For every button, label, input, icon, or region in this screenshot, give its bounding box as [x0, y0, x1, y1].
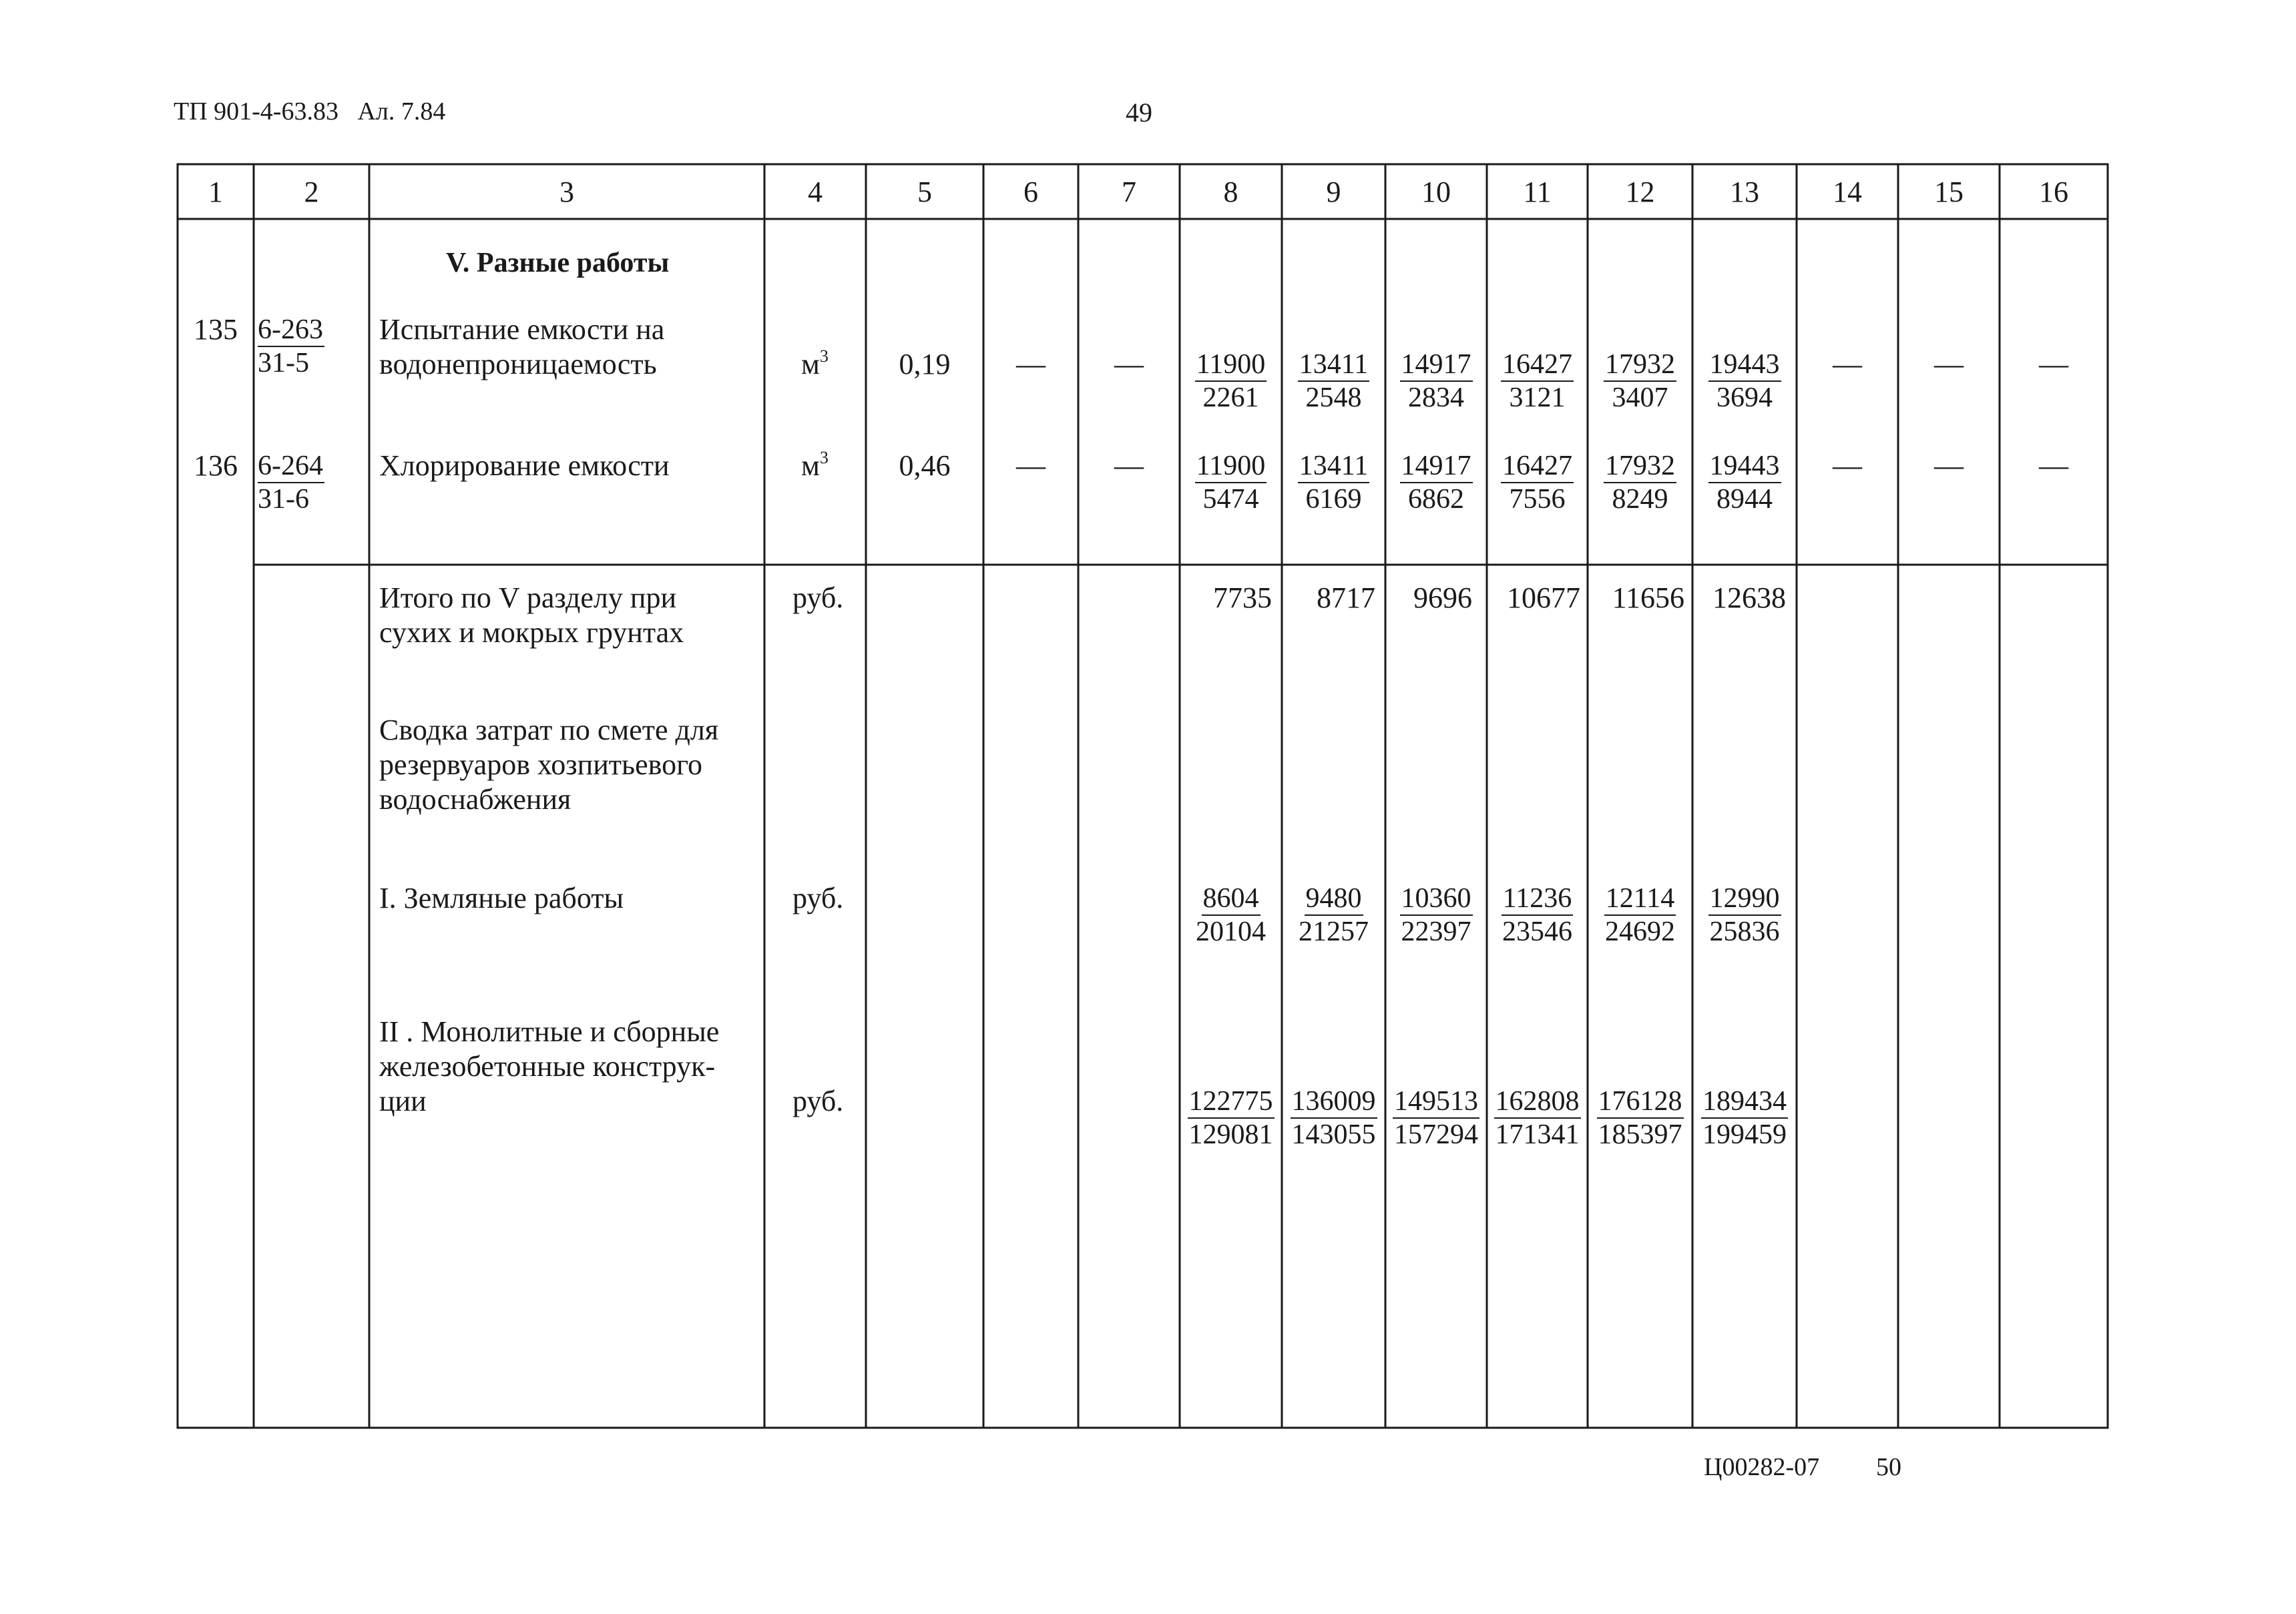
cost-fraction [1282, 348, 1385, 414]
fraction-top: 14917 [1400, 450, 1473, 483]
unit: руб. [792, 581, 844, 614]
fraction-top: 11900 [1195, 450, 1267, 483]
summary-heading: резервуаров хозпитьевого [379, 748, 703, 781]
unit-text: м [801, 449, 820, 482]
cost-fraction [1487, 882, 1588, 948]
cost-fraction [1180, 1085, 1282, 1151]
rate-code [258, 314, 324, 379]
column-number: 2 [304, 176, 319, 208]
fraction-top: 149513 [1393, 1085, 1479, 1119]
work-name: водонепроницаемость [379, 348, 657, 380]
fraction-top: 9480 [1305, 882, 1363, 916]
fraction-bottom: 157294 [1394, 1119, 1478, 1150]
dash: — [1016, 449, 1046, 482]
row-number: 135 [194, 313, 238, 346]
fraction-bottom: 7556 [1509, 484, 1566, 515]
fraction-bottom: 6862 [1408, 484, 1464, 515]
cost-fraction [1385, 1085, 1487, 1151]
cost-fraction [1588, 348, 1692, 414]
work-name: Испытание емкости на [379, 313, 665, 346]
work-name: Хлорирование емкости [379, 449, 670, 482]
cost-fraction [1692, 882, 1797, 948]
fraction-top: 13411 [1298, 348, 1369, 382]
unit-superscript: 3 [819, 448, 829, 467]
fraction-bottom: 5474 [1202, 484, 1259, 515]
cost-fraction [1180, 882, 1282, 948]
fraction-top: 162808 [1494, 1085, 1581, 1119]
total-value: 7735 [1213, 581, 1272, 614]
fraction-top: 19443 [1708, 348, 1781, 382]
cost-fraction [1180, 450, 1282, 515]
dash: — [1934, 449, 1964, 482]
column-number: 12 [1625, 176, 1655, 208]
dash: — [1833, 348, 1862, 380]
unit: руб. [792, 1085, 844, 1117]
summary-heading: Сводка затрат по смете для [379, 714, 719, 746]
dash: — [2039, 348, 2068, 380]
dash: — [1114, 449, 1144, 482]
dash: — [2039, 449, 2068, 482]
fraction-top: 176128 [1597, 1085, 1684, 1119]
footer-code: Ц00282-07 [1704, 1453, 1820, 1481]
cost-fraction [1180, 348, 1282, 414]
row-number: 136 [194, 449, 238, 482]
cost-fraction [1588, 450, 1692, 515]
fraction-bottom: 143055 [1291, 1119, 1376, 1150]
cost-fraction [1588, 882, 1692, 948]
fraction-top: 136009 [1291, 1085, 1377, 1119]
cost-fraction [1487, 1085, 1588, 1151]
earthworks-name: I. Земляные работы [379, 882, 624, 914]
fraction-bottom: 199459 [1702, 1119, 1787, 1150]
cost-fraction [1692, 348, 1797, 414]
fraction-top: 122775 [1188, 1085, 1275, 1119]
dash: — [1833, 449, 1862, 482]
fraction-bottom: 185397 [1598, 1119, 1682, 1150]
summary-heading: водоснабжения [379, 783, 571, 816]
rate-code-bottom: 31-6 [258, 484, 309, 515]
dash: — [1114, 348, 1144, 380]
cost-fraction [1282, 882, 1385, 948]
fraction-top: 17932 [1604, 450, 1676, 483]
fraction-top: 16427 [1501, 348, 1574, 382]
unit [801, 347, 829, 382]
fraction-bottom: 2261 [1202, 382, 1259, 413]
total-value: 12638 [1712, 581, 1786, 614]
rate-code [258, 450, 324, 515]
fraction-top: 8604 [1202, 882, 1260, 916]
fraction-bottom: 171341 [1495, 1119, 1580, 1150]
column-number: 15 [1934, 176, 1964, 208]
cost-fraction [1692, 450, 1797, 515]
column-number: 14 [1833, 176, 1862, 208]
total-value: 8717 [1317, 581, 1375, 614]
unit [801, 449, 829, 483]
fraction-bottom: 25836 [1709, 916, 1780, 947]
column-number: 16 [2039, 176, 2068, 208]
footer-sheet-number: 50 [1876, 1453, 1901, 1481]
fraction-top: 19443 [1708, 450, 1781, 483]
fraction-bottom: 8944 [1716, 484, 1773, 515]
cost-fraction [1588, 1085, 1692, 1151]
fraction-top: 16427 [1501, 450, 1574, 483]
cost-fraction [1487, 348, 1588, 414]
fraction-bottom: 3407 [1612, 382, 1668, 413]
cost-fraction [1692, 1085, 1797, 1151]
column-number: 9 [1326, 176, 1341, 208]
cost-fraction [1385, 882, 1487, 948]
fraction-bottom: 6169 [1305, 484, 1362, 515]
rate-code-top: 6-263 [258, 314, 324, 347]
cost-fraction [1385, 348, 1487, 414]
cost-fraction [1385, 450, 1487, 515]
fraction-bottom: 129081 [1188, 1119, 1273, 1150]
fraction-bottom: 21257 [1299, 916, 1369, 947]
column-number: 8 [1223, 176, 1238, 208]
column-number: 10 [1421, 176, 1451, 208]
fraction-bottom: 23546 [1502, 916, 1572, 947]
fraction-top: 14917 [1400, 348, 1473, 382]
total-value: 10677 [1507, 581, 1580, 614]
fraction-top: 12114 [1604, 882, 1676, 916]
fraction-bottom: 2834 [1408, 382, 1464, 413]
cost-fraction [1282, 1085, 1385, 1151]
fraction-top: 13411 [1298, 450, 1369, 483]
cost-fraction [1487, 450, 1588, 515]
document-code-header: ТП 901-4-63.83 Ал. 7.84 [174, 97, 446, 125]
cost-fraction [1282, 450, 1385, 515]
total-value: 11656 [1612, 581, 1684, 614]
fraction-top: 12990 [1708, 882, 1781, 916]
fraction-top: 10360 [1400, 882, 1473, 916]
column-number: 4 [808, 176, 823, 208]
section-title: V. Разные работы [446, 248, 670, 278]
fraction-bottom: 3121 [1509, 382, 1566, 413]
quantity: 0,19 [899, 348, 951, 380]
fraction-top: 11236 [1502, 882, 1573, 916]
concrete-name: II . Монолитные и сборные [379, 1015, 720, 1048]
total-value: 9696 [1413, 581, 1472, 614]
column-number: 13 [1730, 176, 1759, 208]
fraction-bottom: 20104 [1196, 916, 1266, 947]
rate-code-bottom: 31-5 [258, 348, 309, 378]
fraction-bottom: 22397 [1401, 916, 1471, 947]
total-name: сухих и мокрых грунтах [379, 616, 684, 649]
total-name: Итого по V разделу при [379, 581, 676, 614]
column-number: 7 [1122, 176, 1136, 208]
rate-code-top: 6-264 [258, 450, 324, 483]
quantity: 0,46 [899, 449, 951, 482]
page-number: 49 [1126, 97, 1152, 127]
dash: — [1016, 348, 1046, 380]
dash: — [1934, 348, 1964, 380]
fraction-top: 17932 [1604, 348, 1676, 382]
unit: руб. [792, 882, 844, 914]
concrete-name: ции [379, 1085, 427, 1117]
column-number: 6 [1023, 176, 1038, 208]
fraction-bottom: 3694 [1716, 382, 1773, 413]
column-number: 5 [917, 176, 932, 208]
fraction-top: 11900 [1195, 348, 1267, 382]
fraction-top: 189434 [1701, 1085, 1788, 1119]
unit-text: м [801, 348, 820, 380]
unit-superscript: 3 [819, 346, 829, 366]
column-number: 3 [559, 176, 574, 208]
column-number: 1 [208, 176, 223, 208]
fraction-bottom: 2548 [1305, 382, 1362, 413]
column-number: 11 [1523, 176, 1552, 208]
fraction-bottom: 24692 [1605, 916, 1675, 947]
fraction-bottom: 8249 [1612, 484, 1668, 515]
concrete-name: железобетонные конструк- [379, 1050, 716, 1083]
